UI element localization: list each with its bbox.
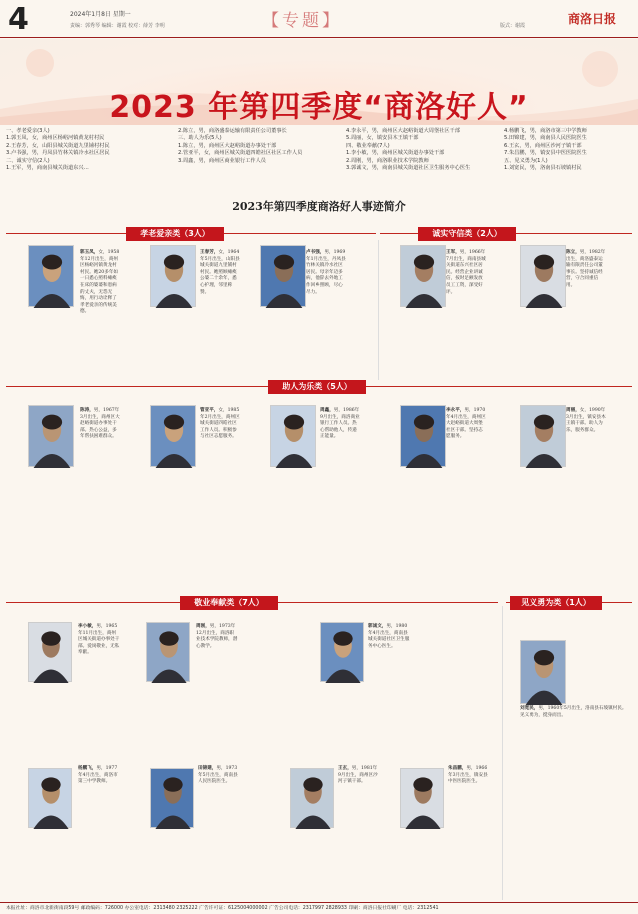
person-name: 刘宽民， xyxy=(520,706,539,711)
person-description: 男，1966年7月出生，商南县城关街道东兴社区居民。经营企业讲诚信，按时足额发放员工工资，深受好评。 xyxy=(446,250,486,295)
category-bar-3 xyxy=(6,382,632,400)
section-label: 【专题】 xyxy=(262,11,342,31)
person-description: 男，1973年12月出生，商洛职业技术学院教师，潜心教学。 xyxy=(196,624,238,649)
person-bio xyxy=(566,408,606,478)
category-bar-5 xyxy=(506,598,632,616)
person-bio xyxy=(196,624,238,684)
person-bio xyxy=(306,250,346,308)
portrait-photo xyxy=(290,768,334,828)
portrait-silhouette-icon xyxy=(521,246,567,308)
portrait-silhouette-icon xyxy=(271,406,317,468)
person-name: 卢书强， xyxy=(306,250,325,255)
footer: 本报社址：商洛市北新街南段59号 邮政编码：726000 办公室电话：2313480 2325222 广告许可证：6125004000002 广告公司电话：2317997 2828933 印刷：商洛日报社印刷厂 电话：2312541 xyxy=(0,902,638,913)
portrait-silhouette-icon xyxy=(29,246,75,308)
list-col-4: 4.杨鹏飞，男，商洛市第三中学教师 5.田锦建，男，商南县人民医院医生 6.王玄，男，商州区沙河子镇干部 7.朱昌鹏，男，镇安县中医医院医生 五、见义勇为(1人) 1.刘宽民，男，洛南县石坡镇村民 xyxy=(504,128,587,172)
list-col-2: 2.陈立，男，商洛盛泰运输有限责任公司董事长 三、助人为乐(5人) 1.陈立，男，商州区大赵峪街道办事处干部 2.管亚平，女，商州区城关街道四皓社区社区工作人员 3.周鑫，男，商州区商业银行工作人员 xyxy=(178,128,303,164)
portrait-photo xyxy=(520,245,566,307)
portrait-photo xyxy=(28,622,72,682)
divider xyxy=(502,606,503,900)
person-description: 男，1980年4月出生，商南县城关街道社区卫生服务中心医生。 xyxy=(368,624,410,649)
person-bio xyxy=(80,408,120,478)
person-name: 朱昌鹏， xyxy=(448,766,467,771)
person-name: 管亚平， xyxy=(200,408,219,413)
portrait-silhouette-icon xyxy=(521,641,567,705)
person-bio xyxy=(320,408,360,478)
portrait-photo xyxy=(28,405,74,467)
person-bio xyxy=(446,250,486,308)
portrait-silhouette-icon xyxy=(29,769,73,829)
person-bio xyxy=(200,408,240,478)
person-name: 郭玉凤， xyxy=(80,250,99,255)
category-label: 助人为乐类（5人） xyxy=(268,380,366,394)
person-name: 陈涛， xyxy=(80,408,94,413)
person-bio xyxy=(198,766,240,826)
portrait-photo xyxy=(260,245,306,307)
date-line: 2024年1月8日 星期一 xyxy=(70,11,131,18)
category-label: 敬业奉献类（7人） xyxy=(180,596,278,610)
portrait-photo xyxy=(400,768,444,828)
person-description: 男，1965年11月出生，商州区城关街道办事处干部。爱岗敬业，无私奉献。 xyxy=(78,624,120,656)
portrait-silhouette-icon xyxy=(151,406,197,468)
portrait-photo xyxy=(320,622,364,682)
person-description: 男，1967年3月出生，商州区大赵峪街道办事处干部。热心公益，多年帮扶困难群众。 xyxy=(80,408,120,440)
portrait-silhouette-icon xyxy=(401,246,447,308)
page-number: 4 xyxy=(8,2,29,37)
category-label: 孝老爱亲类（3人） xyxy=(126,227,224,241)
category-label: 见义勇为类（1人） xyxy=(510,596,602,610)
subtitle: 2023年第四季度商洛好人事迹简介 xyxy=(232,200,406,213)
person-bio xyxy=(78,766,120,826)
person-description: 男，1970年4月出生，商州区大赵峪街道大周堡社区干部。坚持志愿服务。 xyxy=(446,408,486,440)
portrait-silhouette-icon xyxy=(521,406,567,468)
person-description: 女，1990年3月出生，镇安县木王镇干部。助人为乐，服务群众。 xyxy=(566,408,606,433)
portrait-photo xyxy=(520,405,566,467)
main-title: 2023 年第四季度“商洛好人” xyxy=(109,90,529,125)
portrait-silhouette-icon xyxy=(291,769,335,829)
person-description: 女，1964年5月出生，山阳县城关街道九里铺村村民。她照顾瘫痪公婆二十余年，悉心护理，邻里称赞。 xyxy=(200,250,240,295)
honoree-list xyxy=(6,128,632,170)
person-bio xyxy=(446,408,486,478)
person-name: 杨鹏飞， xyxy=(78,766,97,771)
person-description: 男，1960年5月出生，洛南县石坡镇村民。见义勇为，挺身而出。 xyxy=(520,706,627,718)
portrait-silhouette-icon xyxy=(321,623,365,683)
category-label: 诚实守信类（2人） xyxy=(418,227,516,241)
page-header xyxy=(0,0,638,38)
portrait-silhouette-icon xyxy=(401,406,447,468)
person-description: 女，1985年2月出生，商州区城关街道四皓社区工作人员。积极参与社区志愿服务。 xyxy=(200,408,240,440)
person-description: 男，1986年9月出生，商洛商业银行工作人员。热心帮助他人，传递正能量。 xyxy=(320,408,360,440)
person-name: 王军， xyxy=(446,250,460,255)
person-bio xyxy=(80,250,120,315)
person-bio xyxy=(200,250,240,308)
person-name: 陈立， xyxy=(566,250,580,255)
portrait-silhouette-icon xyxy=(151,246,197,308)
portrait-photo xyxy=(28,768,72,828)
editors-right: 版式：谢霞 xyxy=(500,23,526,29)
person-name: 李永平， xyxy=(446,408,465,413)
list-col-1: 一、孝老爱亲(3人) 1.郭玉凤，女，商州区杨峪河镇黄龙村村民 2.王春芳，女，山阳县城关街道九里铺村村民 3.卢书强，男，丹凤县竹林关镇冷水社区居民 二、诚实守信(2人) 1.王军，男，商南县城关街道东兴… xyxy=(6,128,110,172)
portrait-silhouette-icon xyxy=(147,623,191,683)
category-bar-4 xyxy=(6,598,498,616)
newspaper-logo: 商洛日报 xyxy=(568,12,617,26)
person-name: 王春芳， xyxy=(200,250,219,255)
divider xyxy=(378,240,379,380)
person-name: 周刚， xyxy=(196,624,210,629)
person-name: 周丽， xyxy=(566,408,580,413)
portrait-silhouette-icon xyxy=(29,623,73,683)
person-name: 周鑫， xyxy=(320,408,334,413)
person-bio xyxy=(368,624,410,684)
list-col-3: 4.李永平，男，商州区大赵峪街道大周堡社区干部 5.周丽，女，镇安县木王镇干部 四、敬业奉献(7人) 1.李小敏，男，商州区城关街道办事处干部 2.周刚，男，商洛职业技术学院教师 3.郭诚文，男，商南县城关街道社区卫生服务中心医生 xyxy=(346,128,471,172)
portrait-photo xyxy=(520,640,566,704)
portrait-silhouette-icon xyxy=(401,769,445,829)
person-bio xyxy=(338,766,380,826)
person-bio xyxy=(448,766,490,826)
person-description: 男，1969年1月出生，丹凤县竹林关镇冷水社区居民。母亲年迈多病，他辞去外地工作回乡照顾，尽心尽力。 xyxy=(306,250,346,295)
portrait-photo xyxy=(400,245,446,307)
portrait-photo xyxy=(150,405,196,467)
person-name: 王玄， xyxy=(338,766,352,771)
portrait-photo xyxy=(270,405,316,467)
person-description: 男，1981年9月出生，商州区沙河子镇干部。 xyxy=(338,766,378,785)
portrait-photo xyxy=(146,622,190,682)
person-name: 李小敏， xyxy=(78,624,97,629)
person-description: 女，1958年12月出生，商州区杨峪河镇黄龙村村民。她20多年如一日悉心照料瘫痪在床的婆婆和患病的丈夫，无怨无悔，用行动诠释了孝老爱亲的传统美德。 xyxy=(80,250,120,315)
person-name: 田锦建， xyxy=(198,766,217,771)
person-description: 男，1973年5月出生，商南县人民医院医生。 xyxy=(198,766,238,785)
person-description: 男，1982年出生，商洛盛泰运输有限责任公司董事长。坚持诚信经营，守合同重信用。 xyxy=(566,250,606,288)
portrait-silhouette-icon xyxy=(151,769,195,829)
person-description: 男，1977年4月出生，商洛市第三中学教师。 xyxy=(78,766,118,785)
person-bio xyxy=(78,624,120,684)
portrait-photo xyxy=(150,768,194,828)
portrait-photo xyxy=(28,245,74,307)
person-description: 男，1966年3月出生，镇安县中医医院医生。 xyxy=(448,766,488,785)
portrait-photo xyxy=(400,405,446,467)
person-name: 郭诚文， xyxy=(368,624,387,629)
person-bio xyxy=(566,250,606,308)
portrait-silhouette-icon xyxy=(29,406,75,468)
portrait-photo xyxy=(150,245,196,307)
portrait-silhouette-icon xyxy=(261,246,307,308)
editors-left: 责编：郭秀琴 编辑：谢霞 校对：薛芳 李明 xyxy=(70,23,165,29)
person-bio xyxy=(520,706,628,896)
